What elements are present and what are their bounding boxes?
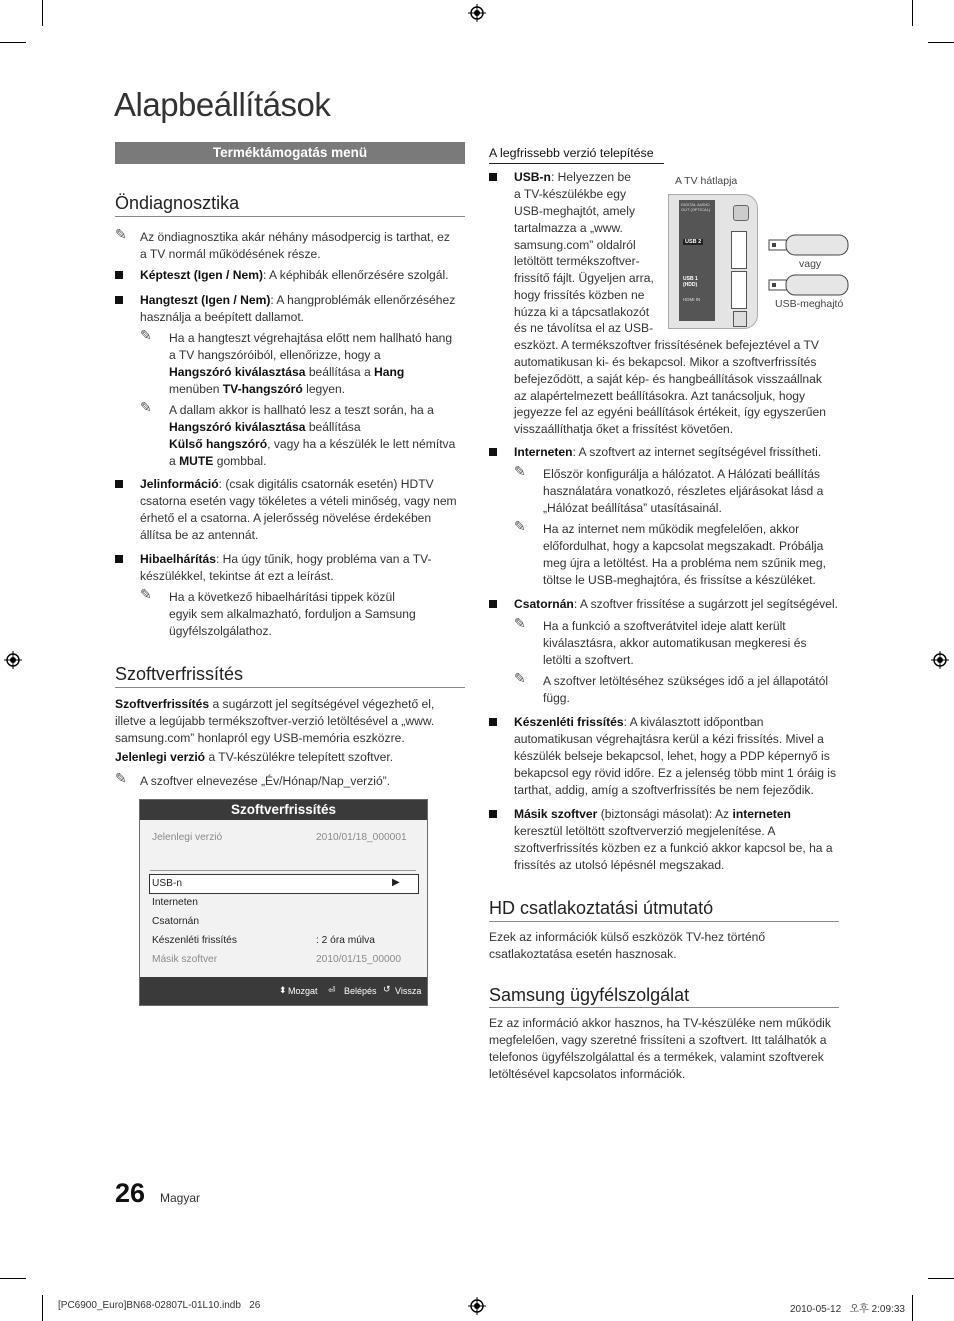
note-line: a MUTE gombbal. bbox=[169, 454, 267, 468]
usb-item-line: húzza ki a tápcsatlakozót bbox=[514, 305, 650, 319]
note-line: előfordulhat, hogy a kapcsolat megszakadt. Próbálja bbox=[543, 539, 824, 553]
support-line: telefonos ügyfélszolgálattal és a termékek, valamint szoftverek bbox=[489, 1050, 824, 1064]
standby-line: készülék belseje bekapcsol, lehet, hogy a PDP képernyő is bbox=[514, 749, 830, 763]
port-label-hdmi: HDMI IN bbox=[683, 297, 701, 302]
enter-icon: ⏎ bbox=[328, 985, 336, 995]
pencil-note-icon: ✎ bbox=[514, 615, 526, 631]
square-bullet-icon bbox=[489, 600, 497, 608]
square-bullet-icon bbox=[115, 480, 123, 488]
hdmi-port bbox=[733, 311, 747, 327]
usb-drive-label: USB-meghajtó bbox=[775, 298, 844, 310]
pencil-note-icon: ✎ bbox=[514, 670, 526, 686]
square-bullet-icon bbox=[489, 718, 497, 726]
osd-foot-enter: Belépés bbox=[344, 986, 377, 996]
usb-drive-icon bbox=[768, 232, 850, 258]
standby-line: tarthat, addig, amíg a szoftverfrissítés be nem fejeződik. bbox=[514, 783, 814, 797]
crosshair-registration-icon bbox=[468, 4, 486, 22]
note-line: Ha a következő hibaelhárítási tippek közül bbox=[169, 590, 395, 604]
hd-guide-line: csatlakoztatása esetén hasznosak. bbox=[489, 947, 677, 961]
pencil-note-icon: ✎ bbox=[140, 586, 152, 602]
osd-footer bbox=[140, 977, 427, 1005]
sound-test-item: Hangteszt (Igen / Nem): A hangproblémák ellenőrzéséhez bbox=[140, 293, 456, 307]
pencil-note-icon: ✎ bbox=[140, 327, 152, 343]
crop-mark bbox=[42, 1295, 43, 1321]
pencil-note-icon: ✎ bbox=[115, 770, 127, 786]
note-line: A szoftver elnevezése „Év/Hónap/Nap_verzió”. bbox=[140, 774, 391, 788]
port-panel bbox=[679, 200, 715, 321]
crop-mark bbox=[0, 42, 26, 43]
usb1-port bbox=[731, 271, 747, 309]
signal-info-line: állítsa be az antennát. bbox=[140, 528, 259, 542]
pencil-note-icon: ✎ bbox=[514, 463, 526, 479]
crop-mark bbox=[928, 42, 954, 43]
port-label-usb2: USB 2 bbox=[685, 239, 702, 245]
return-icon: ↺ bbox=[383, 984, 391, 994]
alternative-line: frissítés az utolsó lépésnél megszakad. bbox=[514, 858, 725, 872]
vagy-label: vagy bbox=[799, 258, 822, 270]
osd-alternative-value: 2010/01/15_00000 bbox=[316, 954, 401, 965]
note-line: menüben TV-hangszóró legyen. bbox=[169, 382, 346, 396]
crop-mark bbox=[42, 0, 43, 26]
note-line: a TV hangszóróiból, ellenőrizze, hogy a bbox=[169, 348, 381, 362]
crop-mark bbox=[912, 0, 913, 26]
heading-rule bbox=[489, 921, 839, 922]
osd-item-alternative: Másik szoftver bbox=[152, 954, 218, 965]
square-bullet-icon bbox=[489, 173, 497, 181]
crop-mark bbox=[928, 1278, 954, 1279]
support-line: letöltésével kapcsolatos információk. bbox=[489, 1067, 686, 1081]
note-line: egyik sem alkalmazható, forduljon a Samsung bbox=[169, 607, 416, 621]
osd-item-channel[interactable]: Csatornán bbox=[152, 916, 200, 927]
osd-divider bbox=[150, 870, 416, 871]
crosshair-registration-icon bbox=[931, 651, 949, 669]
osd-item-internet[interactable]: Interneten bbox=[152, 897, 198, 908]
osd-foot-move: Mozgat bbox=[288, 986, 318, 996]
usb-drive-icon bbox=[768, 272, 850, 298]
osd-standby-value: : 2 óra múlva bbox=[316, 935, 375, 946]
diag-note-line: Az öndiagnosztika akár néhány másodpercig is tarthat, ez bbox=[140, 230, 450, 244]
signal-info-line: érhető el a csatorna. A jelerősség növelése érdekében bbox=[140, 511, 432, 525]
note-line: letölti a szoftvert. bbox=[543, 653, 634, 667]
note-line: Először konfigurálja a hálózatot. A Hálózati beállítás bbox=[543, 467, 820, 481]
usb-item-line: USB-meghajtót, amely bbox=[514, 204, 635, 218]
internet-item: Interneten: A szoftvert az internet segítségével frissítheti. bbox=[514, 445, 822, 459]
channel-item: Csatornán: A szoftver frissítése a sugárzott jel segítségével. bbox=[514, 597, 838, 611]
standby-line: bekapcsol egy rövid időre. Ez a jelenség több mint 1 óráig is bbox=[514, 766, 837, 780]
usb2-port bbox=[731, 231, 747, 269]
picture-test-item: Képteszt (Igen / Nem): A képhibák ellenőrzésére szolgál. bbox=[140, 268, 449, 282]
osd-item-usb[interactable] bbox=[149, 874, 419, 894]
crosshair-registration-icon bbox=[468, 1297, 486, 1315]
usb-item-line: hogy frissítés közben ne bbox=[514, 288, 645, 302]
standby-item: Készenléti frissítés: A kiválasztott időpontban bbox=[514, 715, 764, 729]
software-update-text: Jelenlegi verzió a TV-készülékre telepített szoftver. bbox=[115, 750, 394, 764]
note-line: Ha a funkció a szoftverátvitel ideje alatt került bbox=[543, 619, 786, 633]
crop-mark bbox=[0, 1278, 26, 1279]
page-number: 26 bbox=[115, 1178, 146, 1208]
pencil-note-icon: ✎ bbox=[514, 518, 526, 534]
software-update-text: Szoftverfrissítés a sugárzott jel segítségével végezhető el, bbox=[115, 697, 435, 711]
note-line: töltse le USB-meghajtóra, és frissítse a készüléket. bbox=[543, 573, 816, 587]
square-bullet-icon bbox=[115, 296, 123, 304]
usb-item-line: visszaállíthatja őket a frissítést követően. bbox=[514, 422, 734, 436]
software-update-text: samsung.com” honlapról egy USB-memória eszközre. bbox=[115, 731, 405, 745]
heading-samsung-support: Samsung ügyfélszolgálat bbox=[489, 985, 690, 1005]
crosshair-registration-icon bbox=[4, 651, 22, 669]
tv-back-panel bbox=[668, 194, 758, 329]
port-label-usb1: USB 1 (HDD) bbox=[683, 276, 698, 288]
heading-rule bbox=[489, 1007, 839, 1008]
usb-item-line: befejeződött, a saját kép- és hangbeállítások visszaállnak bbox=[514, 372, 822, 386]
pencil-note-icon: ✎ bbox=[140, 399, 152, 415]
usb-item-line: automatikusan ki- és bekapcsol. Mikor a szoftverfrissítés bbox=[514, 355, 817, 369]
support-line: megfelelően, vagy szeretné frissíteni a szoftvert. Itt találhatók a bbox=[489, 1033, 827, 1047]
updown-icon: ⬍ bbox=[279, 985, 287, 995]
troubleshoot-item: Hibaelhárítás: Ha úgy tűnik, hogy probléma van a TV- bbox=[140, 552, 432, 566]
note-line: Ha a hangteszt végrehajtása előtt nem hallható hang bbox=[169, 331, 453, 345]
usb-item-line: jegyezze fel az egyéni beállítások értékeit, így egyszerűen bbox=[514, 405, 826, 419]
port-label-optical: DIGITAL AUDIO OUT (OPTICAL) bbox=[681, 202, 711, 212]
software-update-osd bbox=[139, 799, 428, 1006]
page-language: Magyar bbox=[160, 1191, 201, 1205]
osd-current-version-label: Jelenlegi verzió bbox=[152, 832, 223, 843]
heading-rule bbox=[115, 687, 465, 688]
signal-info-line: csatorna esetén vagy tökéletes a vételi minőség, vagy nem bbox=[140, 494, 457, 508]
menu-bar-label: Terméktámogatás menü bbox=[115, 142, 465, 164]
usb-item-line: az alapértelmezett beállításokra. Azt tanácsoljuk, hogy bbox=[514, 389, 806, 403]
note-line: Külső hangszóró, vagy ha a készülék le lett némítva bbox=[169, 437, 456, 451]
usb-item-line: tartalmazza a „www. bbox=[514, 221, 623, 235]
alternative-software-item: Másik szoftver (biztonsági másolat): Az interneten bbox=[514, 807, 791, 821]
square-bullet-icon bbox=[115, 555, 123, 563]
sound-test-item-line: használja a beépített dallamot. bbox=[140, 310, 305, 324]
square-bullet-icon bbox=[115, 271, 123, 279]
tv-back-label: A TV hátlapja bbox=[675, 175, 738, 187]
print-slug-date: 2010-05-12 오후 2:09:33 bbox=[790, 1304, 905, 1315]
pencil-note-icon: ✎ bbox=[115, 226, 127, 242]
square-bullet-icon bbox=[489, 810, 497, 818]
note-line: A dallam akkor is hallható lesz a teszt során, ha a bbox=[169, 403, 434, 417]
usb-item-line: frissítő fájlt. Ügyeljen arra, bbox=[514, 271, 654, 285]
alternative-line: szoftverfrissítés közben ez a funkció akkor kapcsol be, ha a bbox=[514, 841, 833, 855]
note-line: használatára vonatkozó, részletes eljárásokat lásd a bbox=[543, 484, 824, 498]
heading-software-update: Szoftverfrissítés bbox=[115, 664, 244, 684]
heading-self-diagnosis: Öndiagnosztika bbox=[115, 193, 240, 213]
heading-hd-guide: HD csatlakoztatási útmutató bbox=[489, 898, 714, 918]
software-update-text: illetve a legújabb termékszoftver-verzió letöltésével a „www. bbox=[115, 714, 435, 728]
note-line: „Hálózat beállítása” utasításainál. bbox=[543, 501, 722, 515]
usb-item-line: samsung.com” oldalról bbox=[514, 238, 636, 252]
crop-mark bbox=[912, 1295, 913, 1321]
osd-arrow-icon: ▶ bbox=[392, 877, 400, 888]
osd-foot-back: Vissza bbox=[395, 986, 422, 996]
note-line: Hangszóró kiválasztása beállítása bbox=[169, 420, 361, 434]
diag-note-line: a TV normál működésének része. bbox=[140, 247, 321, 261]
note-line: kiválasztásra, akkor automatikusan megkeresi és bbox=[543, 636, 807, 650]
hd-guide-line: Ezek az információk külső eszközök TV-hez történő bbox=[489, 930, 766, 944]
support-line: Ez az információ akkor hasznos, ha TV-készüléke nem működik bbox=[489, 1016, 831, 1030]
usb-item: USB-n: Helyezzen be bbox=[514, 170, 631, 184]
note-line: ügyfélszolgálathoz. bbox=[169, 624, 272, 638]
optical-port bbox=[733, 205, 749, 221]
osd-title: Szoftverfrissítés bbox=[140, 800, 427, 820]
usb-item-line: és ne távolítsa el az USB- bbox=[514, 321, 654, 335]
osd-current-version-value: 2010/01/18_000001 bbox=[316, 832, 407, 843]
page-title: Alapbeállítások bbox=[114, 86, 331, 123]
title-underline bbox=[489, 163, 664, 164]
usb-item-line: eszközt. A termékszoftver frissítésének befejeztével a TV bbox=[514, 338, 819, 352]
print-slug-file: [PC6900_Euro]BN68-02807L-01L10.indb 26 bbox=[58, 1300, 261, 1311]
install-latest-title: A legfrissebb verzió telepítése bbox=[489, 146, 654, 160]
note-line: Hangszóró kiválasztása beállítása a Hang bbox=[169, 365, 405, 379]
note-line: meg újra a letöltést. Ha a probléma nem szűnik meg, bbox=[543, 556, 826, 570]
osd-item-label: USB-n bbox=[152, 878, 183, 889]
note-line: A szoftver letöltéséhez szükséges idő a jel állapotától bbox=[543, 674, 829, 688]
note-line: függ. bbox=[543, 691, 570, 705]
usb-item-line: a TV-készülékbe egy bbox=[514, 187, 627, 201]
osd-item-standby[interactable]: Készenléti frissítés bbox=[152, 935, 237, 946]
square-bullet-icon bbox=[489, 448, 497, 456]
troubleshoot-line: készülékkel, tekintse át ezt a leírást. bbox=[140, 569, 334, 583]
standby-line: automatikusan végrehajtásra kerül a kézi frissítés. Mivel a bbox=[514, 732, 824, 746]
signal-info-item: Jelinformáció: (csak digitális csatornák esetén) HDTV bbox=[140, 477, 434, 491]
alternative-line: keresztül letöltött szoftververzió megjelenítése. A bbox=[514, 824, 776, 838]
heading-rule bbox=[115, 216, 465, 217]
note-line: Ha az internet nem működik megfelelően, akkor bbox=[543, 522, 800, 536]
usb-item-line: letöltött termékszoftver- bbox=[514, 254, 640, 268]
